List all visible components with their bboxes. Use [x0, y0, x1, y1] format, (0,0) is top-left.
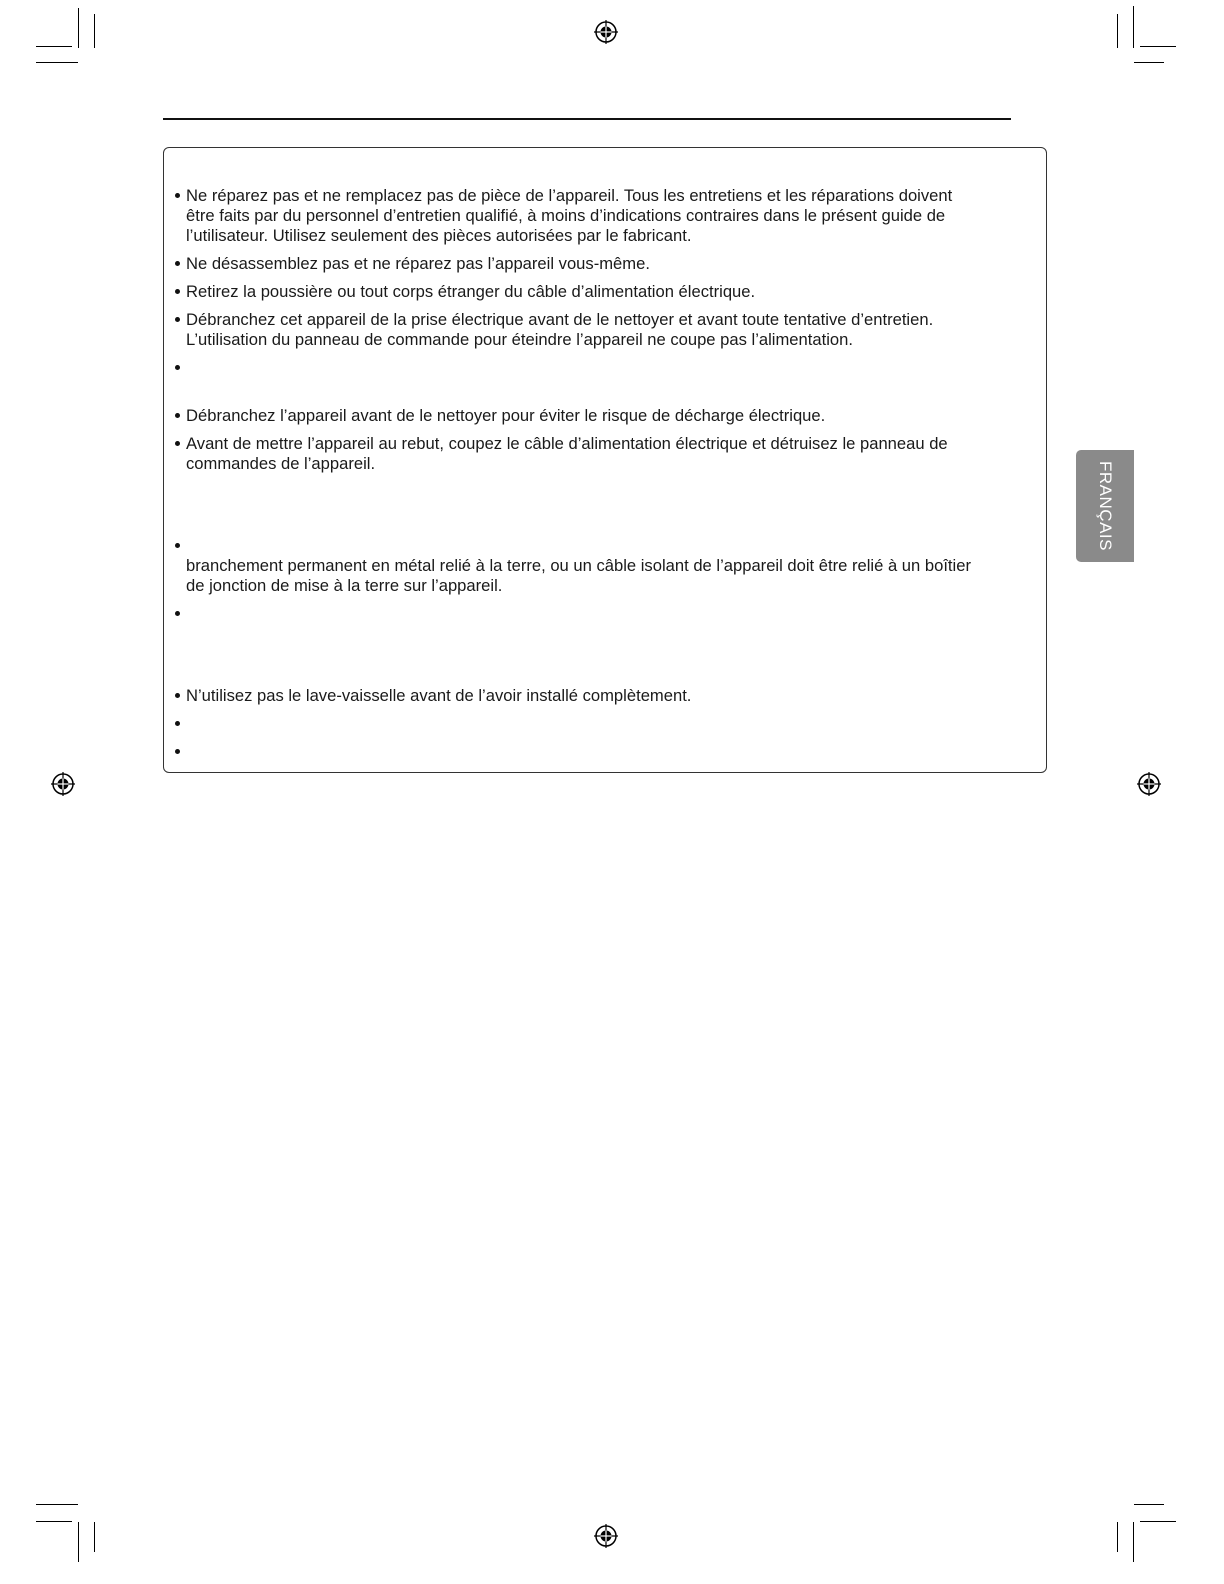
registration-mark-icon [51, 772, 75, 796]
list-item-text: Retirez la poussière ou tout corps étranger du câble d’alimentation électrique. [186, 282, 756, 301]
list-item-text: branchement permanent en métal relié à la terre, ou un câble isolant de l’appareil doit être relié à un boîtier de jonction de mise à la terre sur l’appareil. [186, 556, 971, 595]
registration-mark-icon [594, 1524, 618, 1548]
list-item [174, 186, 1034, 246]
list-item [174, 282, 1034, 302]
list-item-text: Débranchez cet appareil de la prise électrique avant de le nettoyer et avant toute tentative d’entretien. L’utilisation du panneau de commande pour éteindre l’appareil ne coupe pas l’alimentation. [186, 310, 934, 349]
list-item-text: Débranchez l’appareil avant de le nettoyer pour éviter le risque de décharge électrique. [186, 406, 826, 425]
registration-mark-icon [1137, 772, 1161, 796]
list-item-text: Ne désassemblez pas et ne réparez pas l’appareil vous-même. [186, 254, 650, 273]
list-item-text: Ne réparez pas et ne remplacez pas de pièce de l’appareil. Tous les entretiens et les réparations doivent être faits par du personnel d’entretien qualifié, à moins d’indications contraires dans le présent guide de l’utilisateur. Utilisez seulement des pièces autorisées par le fabricant. [186, 186, 953, 245]
registration-mark-icon [594, 20, 618, 44]
list-item-text: N’utilisez pas le lave-vaisselle avant de l’avoir installé complètement. [186, 686, 692, 705]
list-item-text: Avant de mettre l’appareil au rebut, coupez le câble d’alimentation électrique et détruisez le panneau de commandes de l’appareil. [186, 434, 948, 473]
list-item [174, 536, 1034, 596]
language-tab-label: FRANÇAIS [1096, 461, 1115, 551]
list-item [174, 254, 1034, 274]
list-item [174, 310, 1034, 350]
list-item [174, 434, 1034, 474]
header-rule [163, 118, 1011, 120]
list-item [174, 406, 1034, 426]
language-tab [1076, 450, 1134, 562]
list-item [174, 686, 1034, 706]
